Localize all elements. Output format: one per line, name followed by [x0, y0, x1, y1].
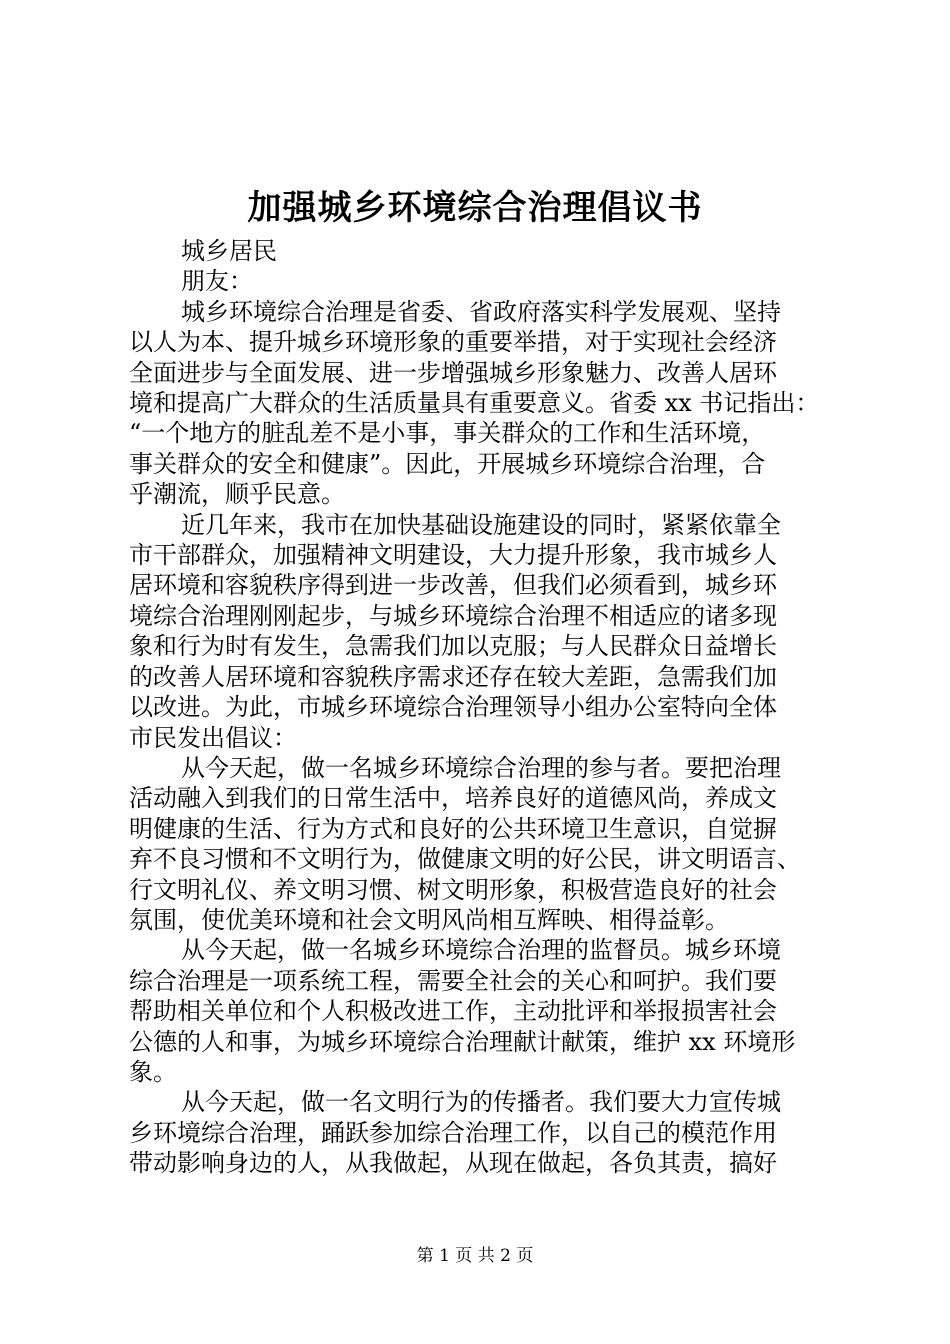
- text-line: 从今天起，做一名城乡环境综合治理的监督员。城乡环境: [181, 936, 781, 965]
- text-line: 乎潮流，顺乎民意。: [129, 480, 345, 509]
- text-line: 明健康的生活、行为方式和良好的公共环境卫生意识，自觉摒: [129, 814, 777, 843]
- text-line: 居环境和容貌秩序得到进一步改善，但我们必须看到，城乡环: [129, 571, 777, 600]
- page-footer: 第 1 页 共 2 页: [416, 1246, 534, 1266]
- text-line: 行文明礼仪、养文明习惯、树文明形象，积极营造良好的社会: [129, 875, 777, 904]
- text-line: 以人为本、提升城乡环境形象的重要举措，对于实现社会经济: [129, 328, 777, 357]
- text-line: 事关群众的安全和健康”。因此，开展城乡环境综合治理，合: [129, 449, 766, 478]
- text-line: 境综合治理刚刚起步，与城乡环境综合治理不相适应的诸多现: [129, 601, 777, 630]
- text-line: 城乡环境综合治理是省委、省政府落实科学发展观、坚持: [181, 297, 781, 326]
- text-line: 公德的人和事，为城乡环境综合治理献计献策，维护 xx 环境形: [129, 1027, 796, 1056]
- text-line: 象和行为时有发生，急需我们加以克服；与人民群众日益增长: [129, 632, 777, 661]
- text-line: 象。: [129, 1057, 177, 1086]
- text-line: 以改进。为此，市城乡环境综合治理领导小组办公室特向全体: [129, 693, 777, 722]
- text-line: 从今天起，做一名文明行为的传播者。我们要大力宣传城: [181, 1088, 781, 1117]
- text-line: 乡环境综合治理，踊跃参加综合治理工作，以自己的模范作用: [129, 1118, 777, 1147]
- text-line: 从今天起，做一名城乡环境综合治理的参与者。要把治理: [181, 753, 781, 782]
- text-line: 活动融入到我们的日常生活中，培养良好的道德风尚，养成文: [129, 784, 777, 813]
- text-line: 市干部群众，加强精神文明建设，大力提升形象，我市城乡人: [129, 541, 777, 570]
- text-line: 的改善人居环境和容貌秩序需求还存在较大差距，急需我们加: [129, 662, 777, 691]
- text-line: 境和提高广大群众的生活质量具有重要意义。省委 xx 书记指出：: [129, 389, 820, 418]
- text-line: 氛围，使优美环境和社会文明风尚相互辉映、相得益彰。: [129, 905, 729, 934]
- text-line: 带动影响身边的人，从我做起，从现在做起，各负其责，搞好: [129, 1149, 777, 1178]
- text-line: 全面进步与全面发展、进一步增强城乡形象魅力、改善人居环: [129, 358, 777, 387]
- text-line: “一个地方的脏乱差不是小事，事关群众的工作和生活环境，: [129, 419, 766, 448]
- document-body: [129, 236, 829, 1179]
- text-line: 弃不良习惯和不文明行为，做健康文明的好公民，讲文明语言、: [129, 845, 801, 874]
- text-line: 朋友：: [181, 267, 253, 296]
- text-line: 帮助相关单位和个人积极改进工作，主动批评和举报损害社会: [129, 997, 777, 1026]
- text-line: 市民发出倡议：: [129, 723, 297, 752]
- text-line: 城乡居民: [181, 237, 277, 265]
- text-line: 综合治理是一项系统工程，需要全社会的关心和呵护。我们要: [129, 966, 777, 995]
- document-title: 加强城乡环境综合治理倡议书: [247, 188, 703, 228]
- text-line: 近几年来，我市在加快基础设施建设的同时，紧紧依靠全: [181, 510, 781, 539]
